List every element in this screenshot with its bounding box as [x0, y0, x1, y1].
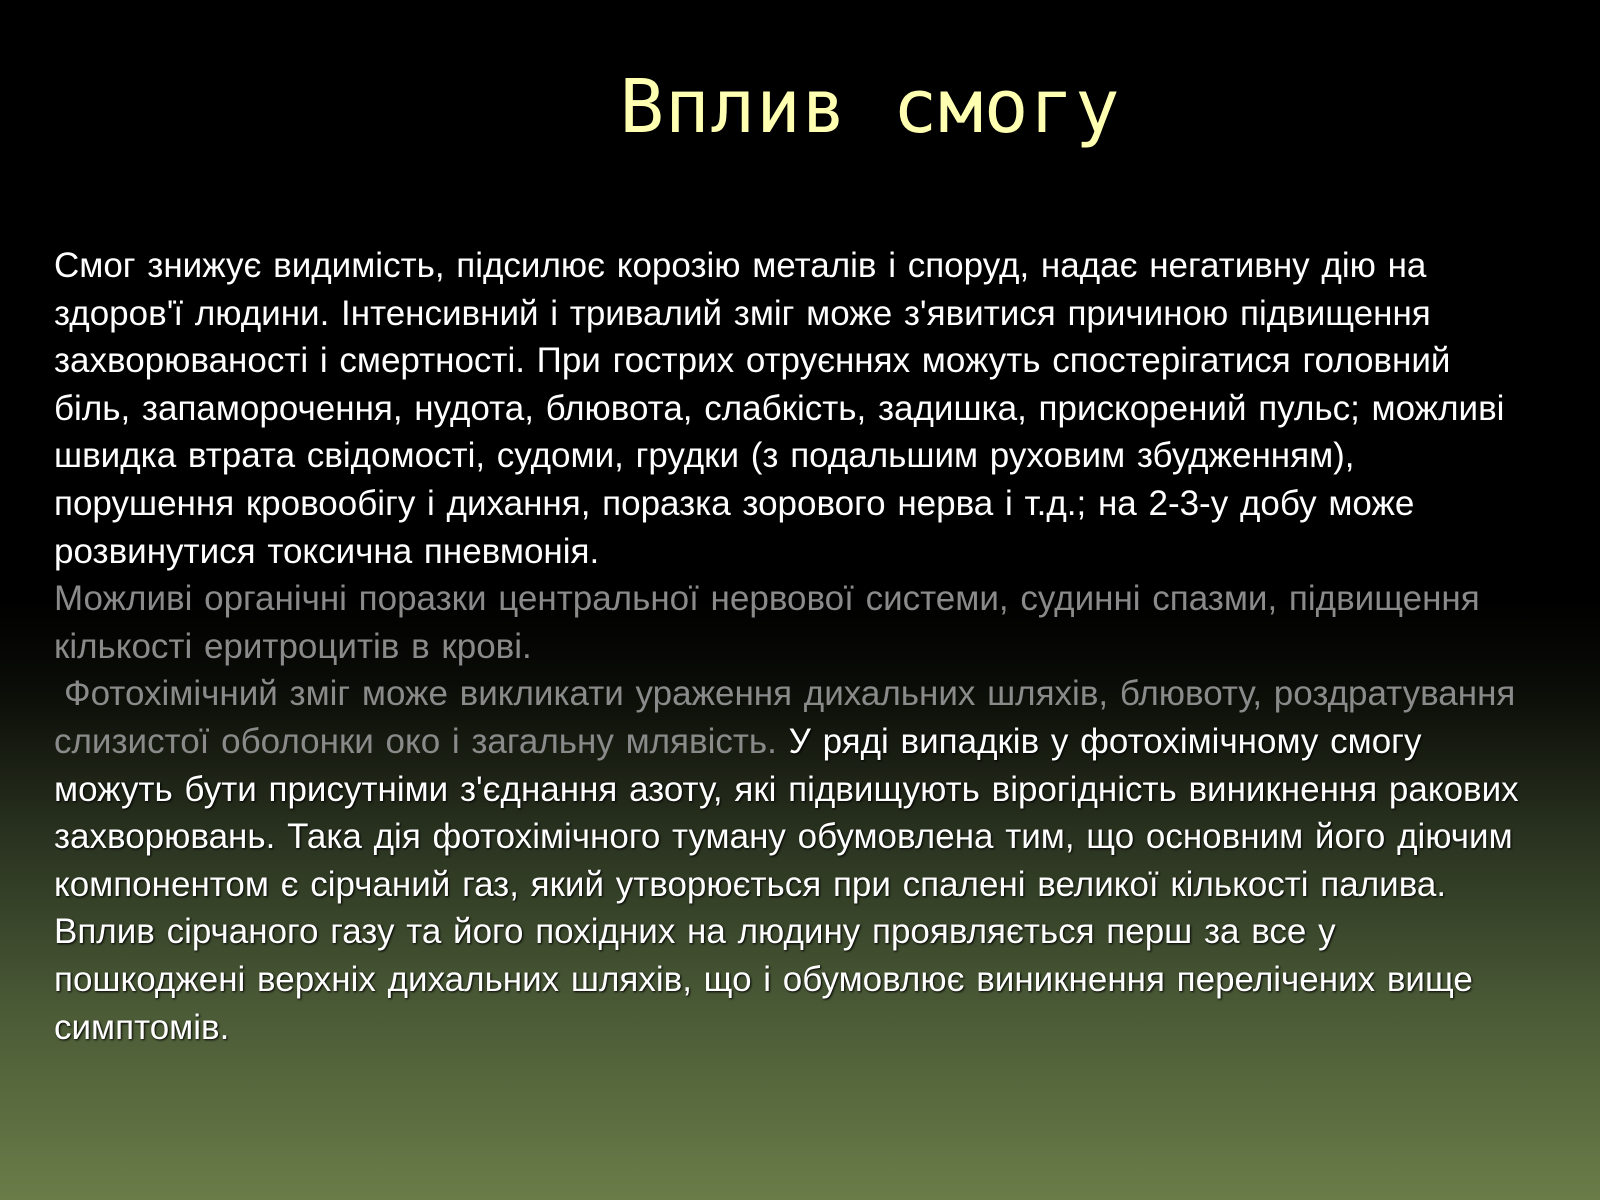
paragraph-photochemical-muted: Фотохімічний зміг може викликати ураження дихальних шляхів, блювоту, роздратування слизистої оболонки око і загальну млявість. [54, 674, 1516, 761]
paragraph-photochemical [54, 670, 1524, 1051]
paragraph-organic-damage: Можливі органічні поразки центральної нервової системи, судинні спазми, підвищення кількості еритроцитів в крові. [54, 579, 1480, 666]
slide-body [54, 242, 1524, 1051]
paragraph-symptoms: Смог знижує видимість, підсилює корозію металів і споруд, надає негативну дію на здоров'ї людини. Інтенсивний і тривалий зміг може з'явитися причиною підвищення захворюваності і смертності. При гострих отруєннях можуть спостерігатися головний біль, запаморочення, нудота, блювота, слабкість, задишка, прискорений пульс; можливі швидка втрата свідомості, судоми, грудки (з подальшим руховим збудженням), порушення кровообігу і дихання, поразка зорового нерва і т.д.; на 2-3-у добу може розвинутися токсична пневмонія. [54, 246, 1505, 571]
paragraph-photochemical-main: У ряді випадків у фотохімічному смогу можуть бути присутніми з'єднання азоту, які підвищують вірогідність виникнення ракових захворювань. Така дія фотохімічного туману обумовлена тим, що основним його діючим компонентом є сірчаний газ, який утворюється при спалені великої кількості палива. Вплив сірчаного газу та його похідних на людину проявляється перш за все у пошкоджені верхніх дихальних шляхів, що і обумовлює виникнення перелічених вище симптомів. [54, 721, 1519, 1047]
slide-title: Вплив смогу [619, 64, 1121, 150]
